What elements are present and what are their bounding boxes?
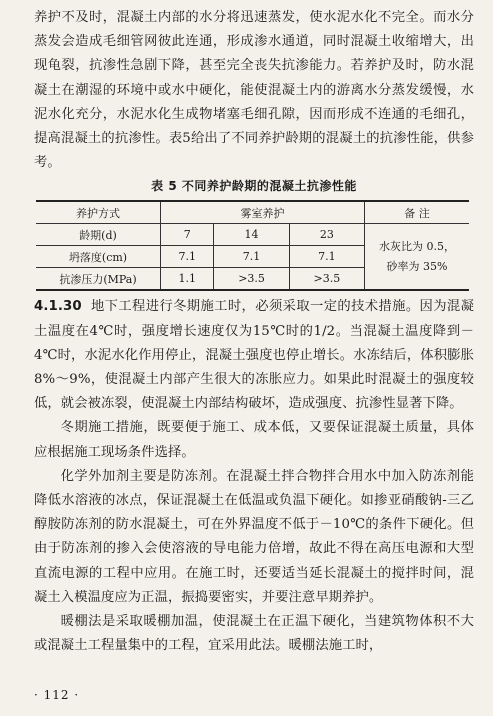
table-cell: 7: [161, 224, 214, 246]
table-caption: 表 5 不同养护龄期的混凝土抗渗性能: [151, 179, 357, 194]
table-row: [36, 201, 469, 224]
intro-paragraph: 养护不及时，混凝土内部的水分将迅速蒸发，使水泥水化不完全。而水分蒸发会造成毛细管网彼此连通，形成渗水通道，同时混凝土收缩增大，出现龟裂，抗渗性急剧下降，甚至完全丧失抗渗能力。若养护及时，防水混凝土在潮湿的环境中或水中硬化，能使混凝土内的游离水分蒸发缓慢，水泥水化充分，水泥水化生成物堵塞毛细孔隙，因而形成不连通的毛细孔，提高混凝土的抗渗性。表5给出了不同养护龄期的混凝土的抗渗性能，供参考。: [34, 10, 474, 171]
table-cell: 7.1: [214, 246, 289, 268]
greenhouse-paragraph: 暖棚法是采取暖棚加温，使混凝土在正温下硬化，当建筑物体积不大或混凝土工程量集中的工程，宜采用此法。暖棚法施工时，: [34, 614, 474, 654]
row-label-slump: 坍落度(cm): [36, 246, 161, 268]
page-number: · 112 ·: [34, 688, 80, 702]
section-text: 地下工程进行冬期施工时，必须采取一定的技术措施。因为混凝土温度在4℃时，强度增长速度仅为15℃时的1/2。当混凝土温度降到－4℃时，水泥水化作用停止，混凝土强度也停止增长。水冻结后，体积膨胀8%～9%，使混凝土内部产生很大的冻胀应力。如果此时混凝土的强度较低，就会被冻裂，使混凝土内部结构破坏，造成强度、抗渗性显著下降。: [34, 299, 474, 412]
table-cell: 1.1: [161, 268, 214, 291]
header-note: 备 注: [365, 201, 470, 224]
section-number: 4.1.30: [34, 299, 82, 315]
table-cell: >3.5: [214, 268, 289, 291]
chemical-paragraph: 化学外加剂主要是防冻剂。在混凝土拌合物拌合用水中加入防冻剂能降低水溶液的冰点，保证混凝土在低温或负温下硬化。如掺亚硝酸钠-三乙醇胺防冻剂的防水混凝土，可在外界温度不低于－10℃的条件下硬化。但由于防冻剂的掺入会使溶液的导电能力倍增，故此不得在高压电源和大型直流电源的工程中应用。在施工时，还要适当延长混凝土的搅拌时间，混凝土入模温度应为正温，振捣要密实，并要注意早期养护。: [34, 468, 474, 605]
curing-table: [36, 200, 469, 291]
note-line: 砂率为 35%: [386, 259, 448, 273]
row-label-pressure: 抗渗压力(MPa): [36, 268, 161, 291]
table-cell: 23: [289, 224, 364, 246]
table-cell: 7.1: [161, 246, 214, 268]
table-cell: 14: [214, 224, 289, 246]
header-method: 养护方式: [36, 201, 161, 224]
table-cell: 7.1: [289, 246, 364, 268]
note-cell: [365, 224, 470, 291]
section-paragraph: [34, 295, 474, 416]
note-line: 水灰比为 0.5，: [379, 239, 455, 253]
table-row: [36, 224, 469, 246]
winter-paragraph: 冬期施工措施，既要便于施工、成本低，又要保证混凝土质量，具体应根据施工现场条件选择。: [34, 420, 474, 460]
header-standard-curing: 雾室养护: [161, 201, 365, 224]
row-label-age: 龄期(d): [36, 224, 161, 246]
page-body: [34, 6, 474, 658]
table-cell: >3.5: [289, 268, 364, 291]
